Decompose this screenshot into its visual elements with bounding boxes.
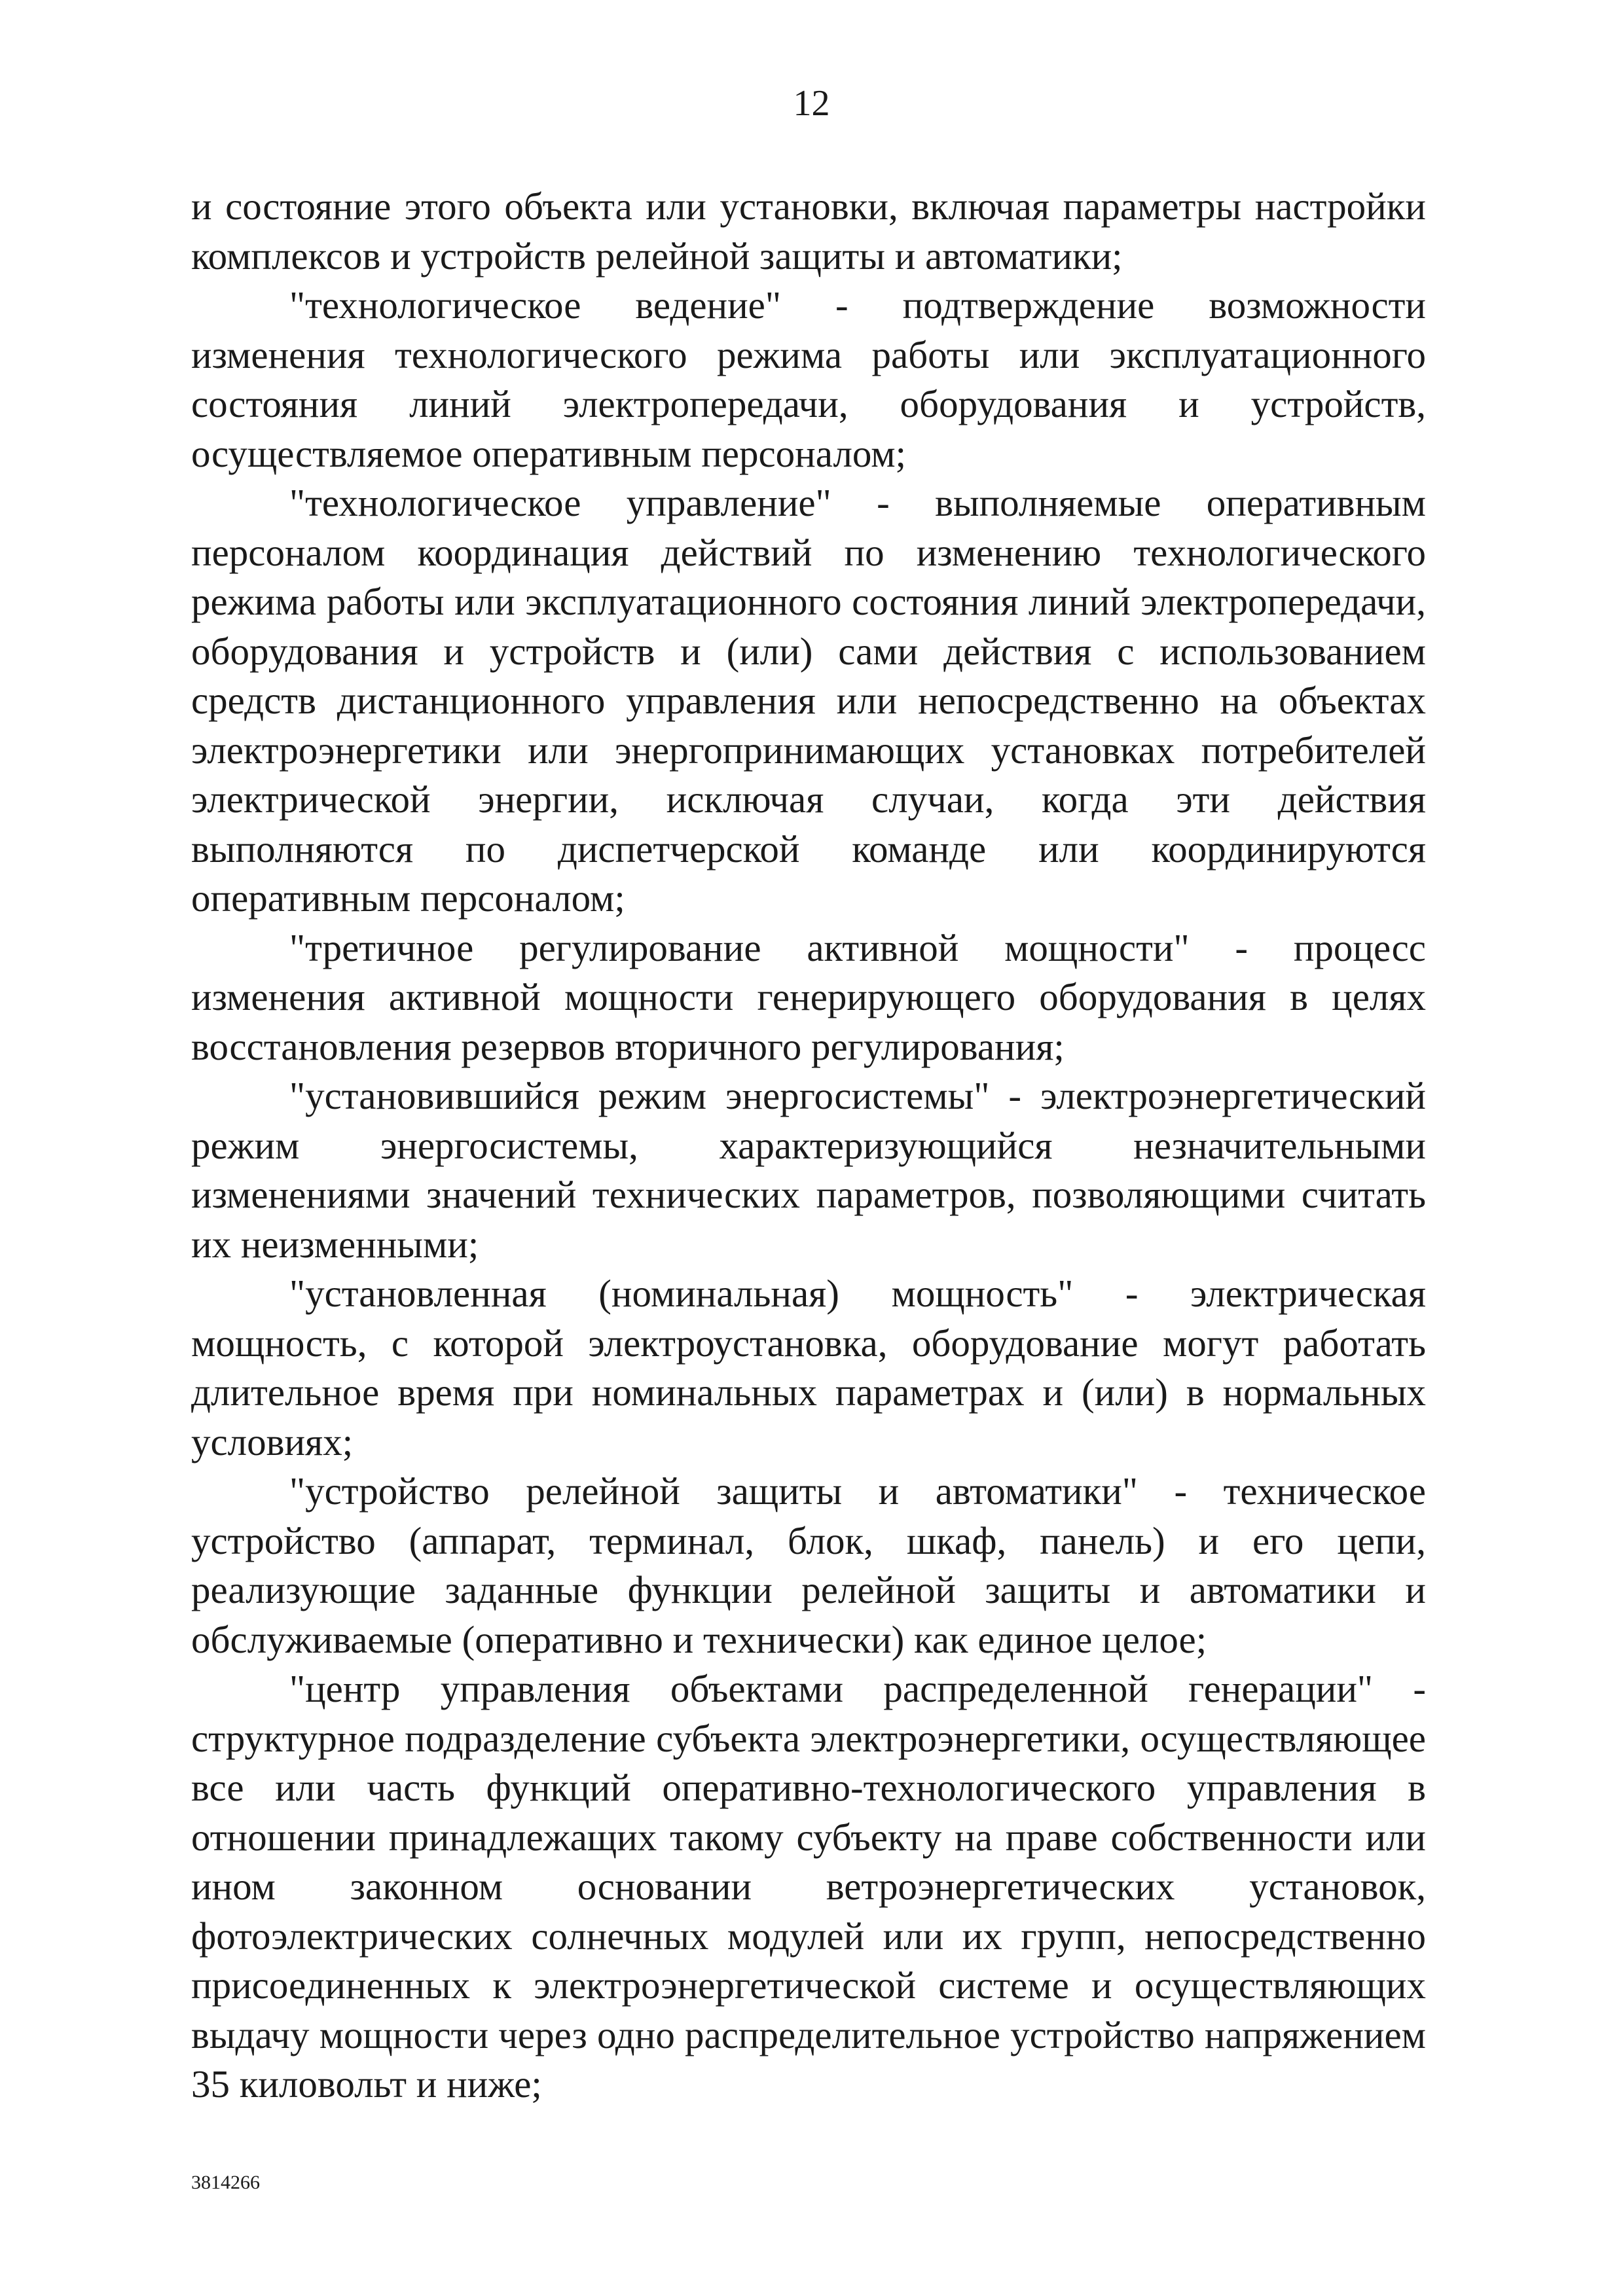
paragraph-continuation: и состояние этого объекта или установки, включая параметры настройки комплексов и устройств релейной защиты и автоматики; xyxy=(191,185,1426,278)
definition-steady-state-mode: "установившийся режим энергосистемы" - электроэнергетический режим энергосистемы, характеризующийся незначительными изменениями значений технических параметров, позволяющими считать их неизменными; xyxy=(191,1074,1426,1266)
definition-relay-protection-device: "устройство релейной защиты и автоматики" - техническое устройство (аппарат, терминал, блок, шкаф, панель) и его цепи, реализующие заданные функции релейной защиты и автоматики и обслуживаемые (оперативно и технически) как единое целое; xyxy=(191,1469,1426,1661)
page-number: 12 xyxy=(793,83,830,124)
definition-technological-control: "технологическое управление" - выполняемые оперативным персоналом координация действий по изменению технологического режима работы или эксплуатационного состояния линий электропередачи, оборудования и устройств и (или) сами действия с использованием средств дистанционного управления или непосредственно на объектах электроэнергетики или энергопринимающих установках потребителей электрической энергии, исключая случаи, когда эти действия выполняются по диспетчерской команде или координируются оперативным персоналом; xyxy=(191,481,1426,920)
definition-distributed-generation-center: "центр управления объектами распределенной генерации" - структурное подразделение субъекта электроэнергетики, осуществляющее все или часть функций оперативно-технологического управления в отношении принадлежащих такому субъекту на праве собственности или ином законном основании ветроэнергетических установок, фотоэлектрических солнечных модулей или их групп, непосредственно присоединенных к электроэнергетической системе и осуществляющих выдачу мощности через одно распределительное устройство напряжением 35 киловольт и ниже; xyxy=(191,1667,1426,2106)
document-id: 3814266 xyxy=(191,2172,260,2193)
definition-technological-conduct: "технологическое ведение" - подтверждение возможности изменения технологического режима работы или эксплуатационного состояния линий электропередачи, оборудования и устройств, осуществляемое оперативным персоналом; xyxy=(191,283,1426,475)
definition-installed-capacity: "установленная (номинальная) мощность" - электрическая мощность, с которой электроустановка, оборудование могут работать длительное время при номинальных параметрах и (или) в нормальных условиях; xyxy=(191,1272,1426,1463)
document-body xyxy=(191,182,1426,2109)
definition-tertiary-regulation: "третичное регулирование активной мощности" - процесс изменения активной мощности генерирующего оборудования в целях восстановления резервов вторичного регулирования; xyxy=(191,925,1426,1068)
